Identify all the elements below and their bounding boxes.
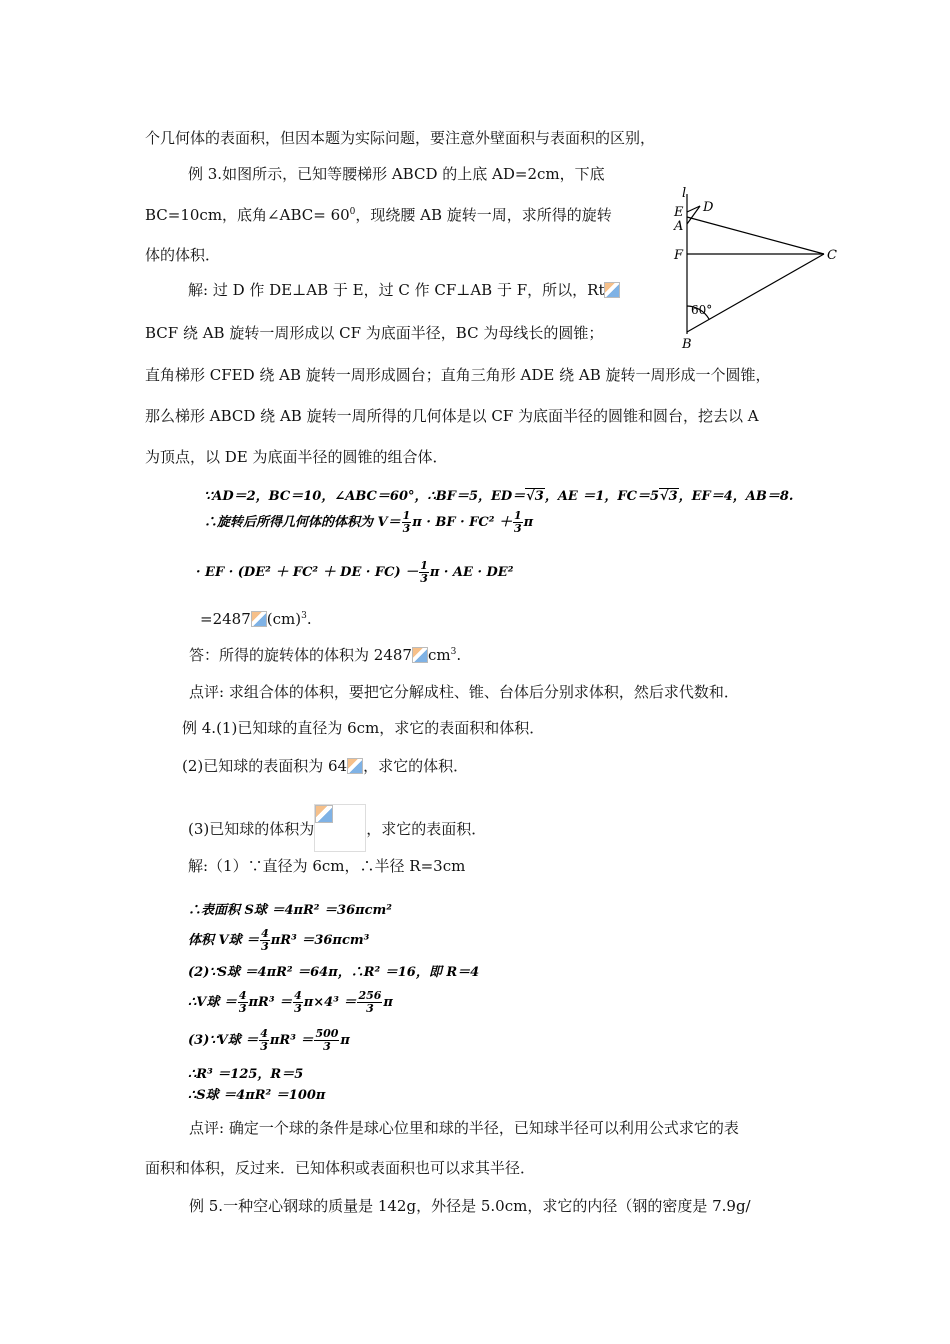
text-span: cm (427, 646, 451, 664)
fraction-500-thirds (314, 1028, 339, 1053)
example-4-heading: 例 4.(1)已知球的直径为 6cm，求它的表面积和体积． (182, 719, 545, 737)
text-span: (3)已知球的体积为 (188, 820, 315, 838)
eq-span: π×4³ ＝ (303, 995, 357, 1010)
result-line (200, 609, 312, 629)
comment-line: 点评: 确定一个球的条件是球心位里和球的半径，已知球半径可以利用公式求它的表 (189, 1119, 739, 1137)
denominator: 3 (294, 1002, 302, 1015)
fraction-four-thirds (259, 1028, 269, 1053)
equation-line (188, 928, 369, 953)
trapezoid-figure (664, 184, 848, 354)
label-b: B (682, 337, 692, 352)
text-span: ，现绕腰 AB 旋转一周，求所得的旋转 (355, 206, 612, 224)
denominator: 3 (420, 572, 428, 585)
text-span: ，求它的表面积． (366, 820, 487, 838)
eq-span: · EF · (DE² ＋ FC² ＋ DE · FC) － (196, 565, 419, 580)
eq-span: 体积 V球 ＝ (188, 933, 260, 948)
example-4-part-3 (188, 804, 486, 852)
text-line: BCF 绕 AB 旋转一周形成以 CF 为底面半径，BC 为母线长的圆锥； (145, 324, 604, 342)
superscript: 3 (450, 647, 457, 657)
denominator: 3 (261, 940, 269, 953)
text-line: 为顶点，以 DE 为底面半径的圆锥的组合体． (145, 448, 448, 466)
denominator: 3 (323, 1040, 331, 1053)
text-span: ，求它的体积． (363, 757, 469, 775)
text-line (145, 205, 612, 225)
eq-span: (3)∵V球 ＝ (188, 1033, 259, 1048)
superscript: 0 (349, 207, 356, 217)
text-span: 答：所得的旋转体的体积为 2487 (189, 646, 412, 664)
sqrt-value: 3 (534, 489, 544, 504)
side-dc (687, 217, 824, 254)
example-5-heading: 例 5.一种空心钢球的质量是 142g，外径是 5.0cm，求它的内径（钢的密度是 7.9g/ (189, 1197, 751, 1215)
equation-line (204, 510, 533, 535)
eq-span: ∴旋转后所得几何体的体积为 V＝ (204, 515, 401, 530)
eq-span: ∵AD＝2，BC＝10，∠ABC＝60°，∴BF＝5，ED＝ (204, 489, 526, 504)
equation-line (188, 1028, 350, 1053)
pi-image-icon (251, 611, 267, 627)
denominator: 3 (260, 1040, 268, 1053)
numerator: 4 (260, 1027, 268, 1040)
equation-line: ∴R³ ＝125，R＝5 (188, 1067, 304, 1082)
pi-image-icon (412, 647, 428, 663)
eq-span: π (523, 515, 534, 530)
eq-span: ∴V球 ＝ (188, 995, 237, 1010)
text-line: 体的体积． (145, 246, 221, 264)
numerator: 1 (402, 509, 411, 522)
answer-line (189, 645, 461, 665)
denominator: 3 (513, 522, 522, 535)
eq-span: πR³ ＝ (248, 995, 293, 1010)
fraction-four-thirds (238, 990, 248, 1015)
numerator: 1 (513, 509, 522, 522)
numerator: 4 (261, 927, 269, 940)
label-l: l (682, 186, 687, 201)
text-line: 那么梯形 ABCD 绕 AB 旋转一周所得的几何体是以 CF 为底面半径的圆锥和圆台，挖去以 A (145, 407, 759, 425)
eq-span: πR³ ＝ (269, 1033, 314, 1048)
numerator: 500 (315, 1027, 339, 1040)
label-e: E (674, 205, 684, 220)
label-d: D (703, 200, 714, 215)
text-span: (cm) (266, 610, 302, 628)
text-span: . (456, 646, 462, 664)
denominator: 3 (402, 522, 411, 535)
fraction-four-thirds (293, 990, 303, 1015)
example-4-part-2 (182, 756, 468, 776)
numerator: 4 (294, 989, 302, 1002)
formula-image-icon (314, 804, 366, 852)
numerator: 256 (358, 989, 382, 1002)
fraction-one-third (513, 510, 523, 535)
text-span: (2)已知球的表面积为 64 (182, 757, 348, 775)
triangle-symbol-image-icon (604, 282, 620, 298)
text-span: BC=10cm，底角∠ABC= 60 (145, 206, 350, 224)
equation-line (204, 485, 793, 504)
eq-span: πR³ ＝36πcm³ (270, 933, 370, 948)
sqrt-3: √3 (526, 489, 544, 504)
text-span: 解: 过 D 作 DE⊥AB 于 E，过 C 作 CF⊥AB 于 F，所以，Rt (188, 281, 605, 299)
solution-line: 解:（1）∵直径为 6cm，∴半径 R=3cm (188, 857, 466, 875)
label-a: A (674, 219, 684, 234)
equation-line: (2)∵S球 ＝4πR² ＝64π，∴R² ＝16，即 R＝4 (188, 965, 480, 980)
equation-line: ∴表面积 S球 ＝4πR² ＝36πcm² (188, 903, 392, 918)
label-c: C (827, 248, 837, 263)
fraction-one-third (402, 510, 412, 535)
denominator: 3 (366, 1002, 374, 1015)
side-bc (687, 254, 824, 332)
label-angle-60: 60° (691, 303, 713, 317)
denominator: 3 (238, 1002, 247, 1015)
eq-span: ，AE ＝1，FC＝5 (544, 489, 660, 504)
eq-span: ，EF＝4，AB＝8. (678, 489, 794, 504)
equation-line (188, 990, 393, 1015)
text-span: . (306, 610, 312, 628)
equation-line (196, 560, 513, 585)
label-f: F (674, 248, 684, 263)
fraction-256-thirds (357, 990, 382, 1015)
eq-span: π · AE · DE² (429, 565, 514, 580)
sqrt-3: √3 (660, 489, 678, 504)
comment-line: 面积和体积，反过来．已知体积或表面积也可以求其半径． (145, 1159, 536, 1177)
comment-line: 点评: 求组合体的体积，要把它分解成柱、锥、台体后分别求体积，然后求代数和． (189, 683, 739, 701)
text-span: =2487 (200, 610, 251, 628)
eq-span: π (340, 1033, 350, 1048)
numerator: 1 (420, 559, 428, 572)
pi-image-icon (347, 758, 363, 774)
text-line: 直角梯形 CFED 绕 AB 旋转一周形成圆台；直角三角形 ADE 绕 AB 旋转一周形成一个圆锥， (145, 366, 771, 384)
eq-span: π (383, 995, 393, 1010)
fraction-one-third (419, 560, 429, 585)
superscript: 3 (301, 611, 307, 621)
text-line: 个几何体的表面积，但因本题为实际问题，要注意外壁面积与表面积的区别， (145, 129, 656, 147)
eq-span: π · BF · FC² ＋ (412, 515, 512, 530)
sqrt-value: 3 (668, 489, 678, 504)
fraction-four-thirds (260, 928, 270, 953)
equation-line: ∴S球 ＝4πR² ＝100π (188, 1088, 326, 1103)
solution-line (188, 280, 620, 300)
example-3-heading: 例 3.如图所示，已知等腰梯形 ABCD 的上底 AD=2cm，下底 (188, 165, 605, 183)
numerator: 4 (238, 989, 247, 1002)
